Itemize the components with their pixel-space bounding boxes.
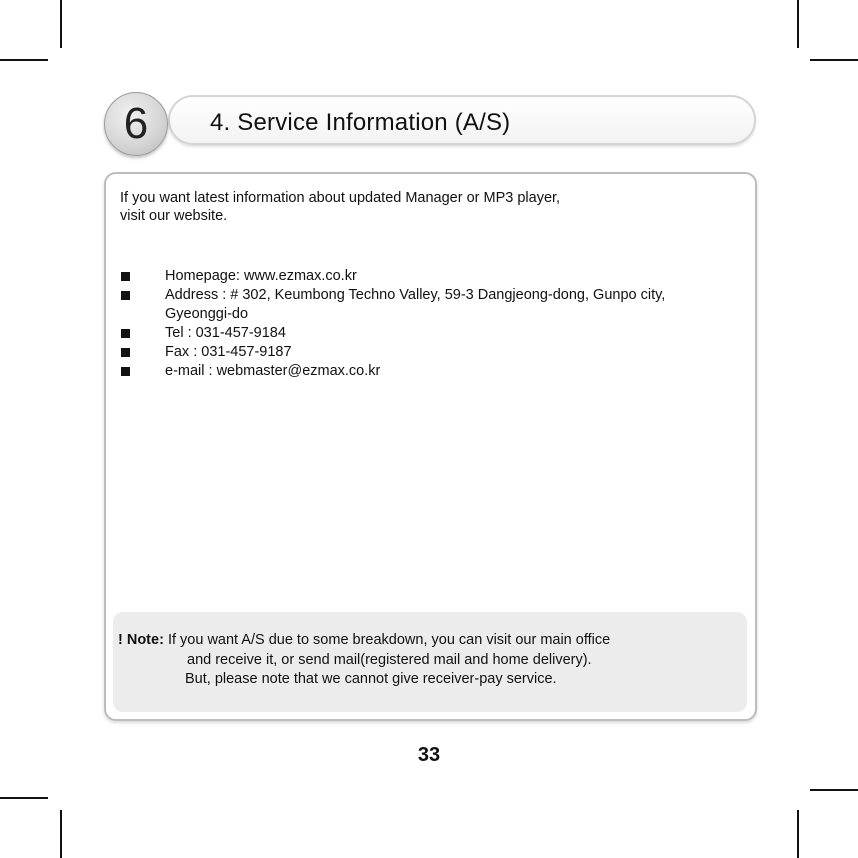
page-number: 33	[417, 744, 441, 766]
list-item-email	[120, 362, 665, 381]
tel-text: Tel : 031-457-9184	[165, 325, 286, 341]
crop-mark-top-right-v	[797, 0, 799, 48]
contact-info-list	[120, 267, 665, 381]
list-item-homepage	[120, 267, 665, 286]
homepage-text: Homepage: www.ezmax.co.kr	[165, 268, 357, 284]
note-line-1	[118, 631, 610, 651]
chapter-number-badge	[104, 92, 168, 156]
crop-mark-top-left-v	[60, 0, 62, 48]
intro-line-1: If you want latest information about updated Manager or MP3 player,	[120, 190, 561, 206]
square-bullet-icon	[121, 272, 130, 281]
note-line-2: and receive it, or send mail(registered mail and home delivery).	[187, 651, 592, 668]
list-item-address	[120, 286, 665, 324]
note-line-1-text: If you want A/S due to some breakdown, you can visit our main office	[167, 632, 611, 648]
section-title-bar	[168, 95, 756, 145]
list-item-fax	[120, 343, 665, 362]
square-bullet-icon	[121, 291, 130, 300]
content-panel	[104, 172, 757, 721]
list-item-tel	[120, 324, 665, 343]
square-bullet-icon	[121, 367, 130, 376]
square-bullet-icon	[121, 329, 130, 338]
note-label: ! Note:	[118, 632, 164, 648]
note-text	[118, 631, 610, 690]
address-line-1: Address : # 302, Keumbong Techno Valley, 59-3 Dangjeong-dong, Gunpo city,	[165, 287, 666, 303]
square-bullet-icon	[121, 348, 130, 357]
address-line-2: Gyeonggi-do	[165, 306, 249, 322]
crop-mark-bottom-right-v	[797, 810, 799, 858]
intro-line-2: visit our website.	[120, 208, 228, 224]
note-box	[113, 612, 747, 712]
crop-mark-top-left-h	[0, 59, 48, 61]
crop-mark-bottom-left-v	[60, 810, 62, 858]
crop-mark-top-right-h	[810, 59, 858, 61]
fax-text: Fax : 031-457-9187	[165, 344, 292, 360]
note-line-3: But, please note that we cannot give receiver-pay service.	[185, 671, 557, 687]
intro-text	[120, 189, 560, 225]
chapter-number: 6	[123, 99, 149, 148]
crop-mark-bottom-left-h	[0, 797, 48, 799]
crop-mark-bottom-right-h	[810, 789, 858, 791]
email-text: e-mail : webmaster@ezmax.co.kr	[165, 363, 381, 379]
section-title: 4. Service Information (A/S)	[210, 109, 511, 136]
